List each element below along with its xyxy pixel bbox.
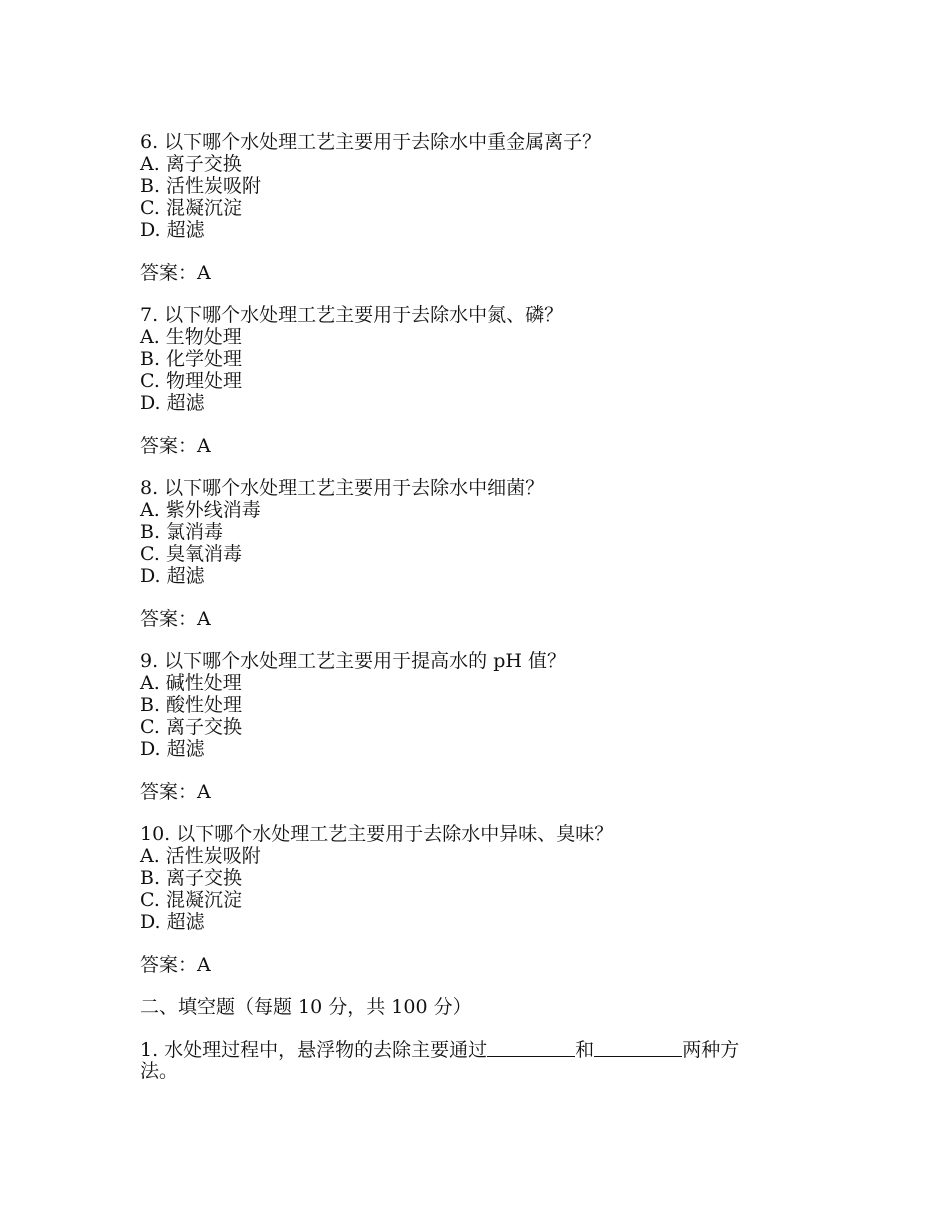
option-d: D. 超滤 (140, 392, 205, 414)
question-9 (140, 650, 820, 803)
option-b: B. 化学处理 (140, 348, 243, 370)
option-b: B. 活性炭吸附 (140, 175, 262, 197)
question-8 (140, 477, 820, 630)
fill-text-part3: 两种方 (682, 1039, 740, 1061)
fill-question-line (140, 1038, 820, 1060)
answer: 答案：A (140, 262, 211, 284)
answer: 答案：A (140, 781, 211, 803)
question-stem: 9. 以下哪个水处理工艺主要用于提高水的 pH 值？ (140, 650, 566, 672)
question-stem: 6. 以下哪个水处理工艺主要用于去除水中重金属离子？ (140, 131, 602, 153)
option-c: C. 混凝沉淀 (140, 889, 242, 911)
option-b: B. 酸性处理 (140, 694, 243, 716)
question-stem: 7. 以下哪个水处理工艺主要用于去除水中氮、磷？ (140, 304, 564, 326)
option-a: A. 生物处理 (140, 326, 242, 348)
fill-text-part1: 1. 水处理过程中，悬浮物的去除主要通过 (140, 1039, 488, 1061)
section-heading: 二、填空题（每题 10 分，共 100 分） (140, 996, 472, 1018)
option-d: D. 超滤 (140, 565, 205, 587)
option-c: C. 混凝沉淀 (140, 197, 242, 219)
fill-blank-2[interactable] (594, 1038, 682, 1057)
option-a: A. 离子交换 (140, 153, 242, 175)
fill-question-1 (140, 1038, 820, 1082)
document-page (140, 131, 820, 1082)
question-stem: 10. 以下哪个水处理工艺主要用于去除水中异味、臭味？ (140, 823, 614, 845)
option-b: B. 离子交换 (140, 867, 243, 889)
answer: 答案：A (140, 608, 211, 630)
option-c: C. 物理处理 (140, 370, 242, 392)
option-d: D. 超滤 (140, 911, 205, 933)
fill-blank-1[interactable] (487, 1038, 575, 1057)
option-c: C. 臭氧消毒 (140, 543, 242, 565)
option-c: C. 离子交换 (140, 716, 242, 738)
option-b: B. 氯消毒 (140, 521, 224, 543)
question-stem: 8. 以下哪个水处理工艺主要用于去除水中细菌？ (140, 477, 545, 499)
option-a: A. 活性炭吸附 (140, 845, 261, 867)
answer: 答案：A (140, 435, 211, 457)
question-6 (140, 131, 820, 284)
fill-text-part2: 和 (575, 1039, 595, 1061)
fill-question-line2: 法。 (140, 1060, 179, 1082)
question-10 (140, 823, 820, 976)
answer: 答案：A (140, 954, 211, 976)
question-7 (140, 304, 820, 457)
option-d: D. 超滤 (140, 219, 205, 241)
option-d: D. 超滤 (140, 738, 205, 760)
option-a: A. 碱性处理 (140, 672, 242, 694)
option-a: A. 紫外线消毒 (140, 499, 261, 521)
